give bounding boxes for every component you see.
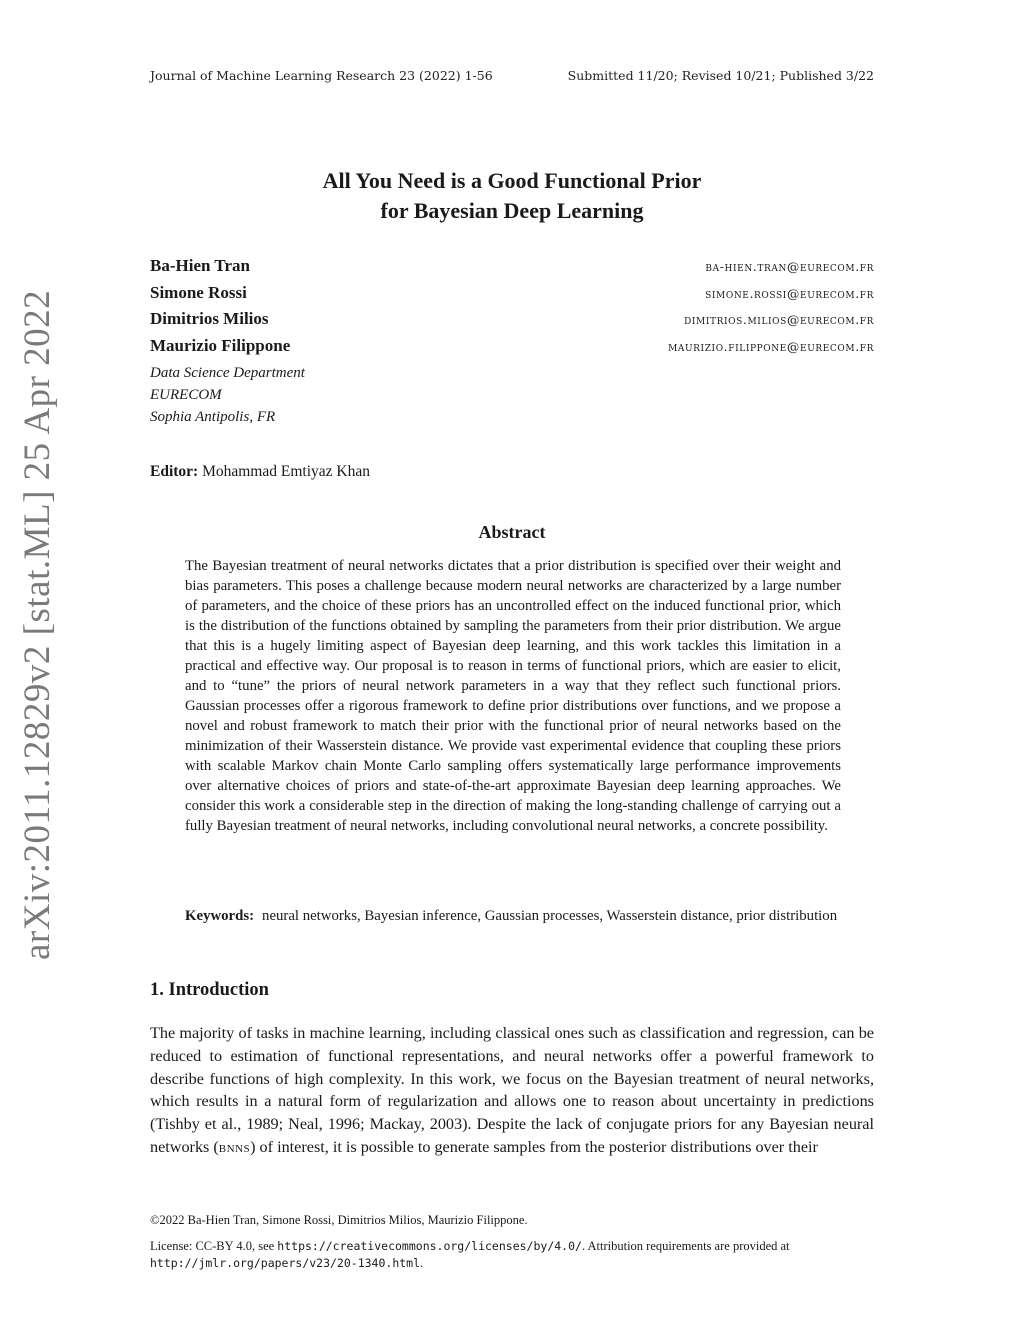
license-notice	[150, 1238, 874, 1272]
license-prefix: License: CC-BY 4.0, see	[150, 1239, 278, 1253]
author-email: maurizio.filippone@eurecom.fr	[668, 338, 874, 354]
author-block	[150, 256, 874, 428]
author-row	[150, 336, 874, 363]
intro-text-after: ) of interest, it is possible to generate samples from the posterior distributions over their	[250, 1137, 818, 1156]
bnns-abbreviation: bnns	[218, 1137, 251, 1156]
introduction-text	[150, 1022, 874, 1159]
copyright-notice: ©2022 Ba-Hien Tran, Simone Rossi, Dimitrios Milios, Maurizio Filippone.	[150, 1213, 528, 1227]
paper-title	[150, 166, 874, 226]
author-name: Maurizio Filippone	[150, 335, 291, 355]
affiliation-location: Sophia Antipolis, FR	[150, 409, 276, 425]
affiliation-institution: EURECOM	[150, 387, 222, 403]
author-email: ba-hien.tran@eurecom.fr	[705, 259, 874, 274]
arxiv-stamp: arXiv:2011.12829v2 [stat.ML] 25 Apr 2022	[17, 289, 58, 960]
editor-label: Editor:	[150, 463, 199, 480]
license-end: .	[420, 1256, 424, 1270]
author-row	[150, 256, 874, 283]
journal-header: Journal of Machine Learning Research 23 (2022) 1-56	[150, 68, 493, 83]
author-email: dimitrios.milios@eurecom.fr	[684, 312, 874, 327]
paper-url-link[interactable]: http://jmlr.org/papers/v23/20-1340.html	[150, 1256, 421, 1270]
keywords-label: Keywords:	[185, 908, 255, 924]
keywords	[185, 906, 841, 926]
title-line-2: for Bayesian Deep Learning	[380, 198, 644, 223]
author-row	[150, 309, 874, 336]
affiliation-department: Data Science Department	[150, 365, 305, 381]
author-row	[150, 283, 874, 310]
abstract-text: The Bayesian treatment of neural networks dictates that a prior distribution is specified over their weight and bias parameters. This poses a challenge because modern neural networks are characterized by a large number of parameters, and the choice of these priors has an uncontrolled effect on the induced functional prior, which is the distribution of the functions obtained by sampling the parameters from their prior distribution. We argue that this is a hugely limiting aspect of Bayesian deep learning, and this work tackles this limitation in a practical and effective way. Our proposal is to reason in terms of functional priors, which are easier to elicit, and to “tune” the priors of neural network parameters in a way that they reflect such functional priors. Gaussian processes offer a rigorous framework to define prior distributions over functions, and we propose a novel and robust framework to match their prior with the functional prior of neural networks based on the minimization of their Wasserstein distance. We provide vast experimental evidence that coupling these priors with scalable Markov chain Monte Carlo sampling offers systematically large performance improvements over alternative choices of priors and state-of-the-art approximate Bayesian deep learning approaches. We consider this work a considerable step in the direction of making the long-standing challenge of carrying out a fully Bayesian treatment of neural networks, including convolutional neural networks, a concrete possibility.	[185, 558, 841, 834]
author-name: Simone Rossi	[150, 282, 247, 302]
abstract-heading: Abstract	[478, 522, 546, 542]
section-heading-introduction: 1. Introduction	[150, 980, 269, 1000]
author-name: Dimitrios Milios	[150, 309, 269, 328]
author-name: Ba-Hien Tran	[150, 256, 250, 275]
intro-text-before: The majority of tasks in machine learning, including classical ones such as classification and regression, can be reduced to estimation of functional representations, and neural networks offer a powerful framework to describe functions of high complexity. In this work, we focus on the Bayesian treatment of neural networks, which results in a natural form of regularization and allows one to reason about uncertainty in predictions (Tishby et al., 1989; Neal, 1996; Mackay, 2003). Despite the lack of conjugate priors for any Bayesian neural networks (	[150, 1024, 874, 1156]
author-email: simone.rossi@eurecom.fr	[705, 285, 874, 301]
license-url-link[interactable]: https://creativecommons.org/licenses/by/4.0/	[277, 1239, 582, 1253]
keywords-text: neural networks, Bayesian inference, Gaussian processes, Wasserstein distance, prior distribution	[262, 908, 838, 924]
license-mid: . Attribution requirements are provided at	[581, 1239, 790, 1253]
submission-dates: Submitted 11/20; Revised 10/21; Published 3/22	[567, 68, 874, 83]
title-line-1: All You Need is a Good Functional Prior	[322, 168, 702, 193]
editor-name: Mohammad Emtiyaz Khan	[202, 463, 370, 480]
editor-line	[150, 463, 370, 481]
